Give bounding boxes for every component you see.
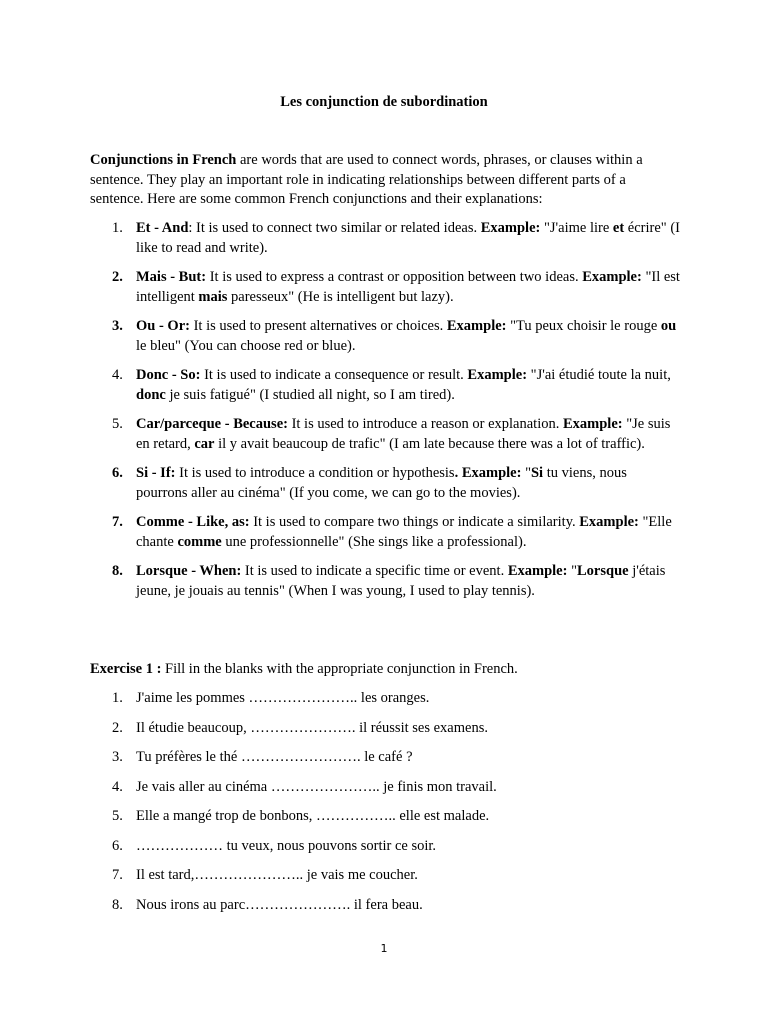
item-number: 4.: [112, 778, 123, 795]
example-text-start: "J'aime lire: [540, 220, 613, 236]
item-number: 3.: [112, 749, 123, 765]
exercise-item: [90, 778, 682, 798]
example-text-end: tu viens, nous pourrons aller au cinéma" (If you come, we can go to the movies).: [136, 465, 627, 501]
item-number: 8.: [112, 896, 123, 913]
explanation: It is used to present alternatives or choices.: [193, 318, 447, 334]
example-keyword: car: [194, 435, 215, 452]
conjunction-list: [90, 219, 682, 611]
exercise-sentence: Tu préfères le thé ……………………. le café ?: [136, 749, 413, 765]
explanation: It is used to indicate a specific time or event.: [244, 563, 508, 579]
item-number: 2.: [112, 719, 123, 736]
example-keyword: Si: [530, 465, 544, 481]
example-text-start: "Il est intelligent: [136, 269, 680, 305]
conjunction-term: Ou - Or:: [136, 318, 190, 334]
example-text-end: écrire" (I like to read and write).: [136, 220, 680, 256]
example-label: Example:: [562, 416, 623, 432]
item-number: 1.: [112, 690, 123, 706]
exercise-instruction: Fill in the blanks with the appropriate conjunction in French.: [161, 661, 518, 677]
item-number: 6.: [112, 837, 123, 854]
example-text-end: je suis fatigué" (I studied all night, so I am tired).: [165, 386, 455, 403]
item-number: 4.: [112, 367, 123, 383]
conjunction-item: [90, 513, 682, 552]
item-number: 2.: [112, 269, 123, 285]
example-text-end: j'étais jeune, je jouais au tennis" (When I was young, I used to play tennis).: [136, 563, 666, 599]
exercise-list: [90, 689, 682, 925]
exercise-item: [90, 837, 682, 857]
conjunction-term: Si - If:: [136, 465, 176, 481]
example-text-end: une professionnelle" (She sings like a professional).: [221, 533, 527, 550]
exercise-sentence: Il est tard,………………….. je vais me coucher.: [136, 867, 418, 883]
conjunction-term: Car/parceque - Because:: [136, 416, 288, 432]
example-keyword: Lorsque: [577, 563, 629, 579]
item-number: 1.: [112, 220, 123, 236]
item-number: 8.: [112, 563, 123, 579]
explanation: It is used to indicate a consequence or result.: [204, 367, 468, 383]
explanation: It is used to connect two similar or related ideas.: [196, 220, 481, 236]
conjunction-item: [90, 268, 682, 307]
example-keyword: donc: [136, 386, 166, 403]
example-text-start: ": [567, 563, 577, 579]
conjunction-term: Et - And: [136, 220, 189, 236]
example-text-start: "Tu peux choisir le rouge: [506, 318, 661, 334]
exercise-item: [90, 866, 682, 886]
example-label: . Example:: [454, 465, 522, 481]
conjunction-term: Lorsque - When:: [136, 563, 242, 579]
example-text-start: ": [521, 465, 531, 481]
conjunction-item: [90, 317, 682, 356]
example-label: Example:: [579, 514, 639, 530]
example-text-start: "Elle chante: [136, 514, 672, 550]
example-text-end: le bleu" (You can choose red or blue).: [136, 337, 356, 354]
page-title: Les conjunction de subordination: [280, 94, 488, 110]
example-label: Example:: [467, 367, 528, 383]
example-label: Example:: [446, 318, 507, 334]
exercise-label: Exercise 1 :: [90, 661, 162, 677]
exercise-sentence: Je vais aller au cinéma ………………….. je finis mon travail.: [136, 778, 497, 795]
exercise-item: [90, 689, 682, 709]
conjunction-term: Comme - Like, as:: [136, 514, 250, 530]
conjunction-item: [90, 464, 682, 503]
item-number: 7.: [112, 867, 123, 883]
example-keyword: mais: [198, 288, 228, 305]
conjunction-term: Mais - But:: [136, 269, 207, 285]
example-keyword: comme: [177, 533, 222, 550]
example-text-end: paresseux" (He is intelligent but lazy).: [227, 288, 454, 305]
exercise-item: [90, 807, 682, 827]
explanation: It is used to express a contrast or opposition between two ideas.: [209, 269, 583, 285]
item-number: 5.: [112, 416, 123, 432]
exercise-sentence: Il étudie beaucoup, …………………. il réussit ses examens.: [136, 719, 488, 736]
conjunction-term: Donc - So:: [136, 367, 201, 383]
explanation: It is used to introduce a reason or explanation.: [291, 416, 563, 432]
explanation: It is used to compare two things or indicate a similarity.: [253, 514, 580, 530]
exercise-item: [90, 896, 682, 916]
example-label: Example:: [582, 269, 642, 285]
page-number: 1: [380, 942, 388, 955]
intro-text: are words that are used to connect words, phrases, or clauses within a sentence. They play an important role in indicating relationships between different parts of a sentence. Here are some common French conjunctions and their explanations:: [90, 152, 643, 207]
separator: :: [188, 220, 197, 236]
explanation: It is used to introduce a condition or hypothesis: [179, 465, 455, 481]
example-text-end: il y avait beaucoup de trafic" (I am late because there was a lot of traffic).: [214, 435, 645, 452]
conjunction-item: [90, 562, 682, 601]
item-number: 6.: [112, 465, 123, 481]
intro-bold-term: Conjunctions in French: [90, 152, 237, 168]
exercise-sentence: Nous irons au parc…………………. il fera beau.: [136, 896, 423, 913]
exercise-item: [90, 748, 682, 768]
example-text-start: "J'ai étudié toute la nuit,: [527, 367, 671, 383]
example-keyword: ou: [660, 318, 677, 334]
item-number: 7.: [112, 514, 123, 530]
example-label: Example:: [480, 220, 541, 236]
item-number: 5.: [112, 808, 123, 824]
exercise-sentence: ……………… tu veux, nous pouvons sortir ce soir.: [136, 837, 437, 854]
example-text-start: "Je suis en retard,: [136, 416, 671, 452]
exercise-heading: [90, 659, 690, 679]
conjunction-item: [90, 415, 682, 454]
exercise-sentence: J'aime les pommes ………………….. les oranges.: [136, 690, 430, 706]
exercise-sentence: Elle a mangé trop de bonbons, …………….. elle est malade.: [136, 808, 490, 824]
item-number: 3.: [112, 318, 123, 334]
example-keyword: et: [612, 220, 625, 236]
conjunction-item: [90, 366, 682, 405]
exercise-item: [90, 719, 682, 739]
intro-paragraph: [90, 151, 680, 210]
example-label: Example:: [507, 563, 568, 579]
conjunction-item: [90, 219, 682, 258]
